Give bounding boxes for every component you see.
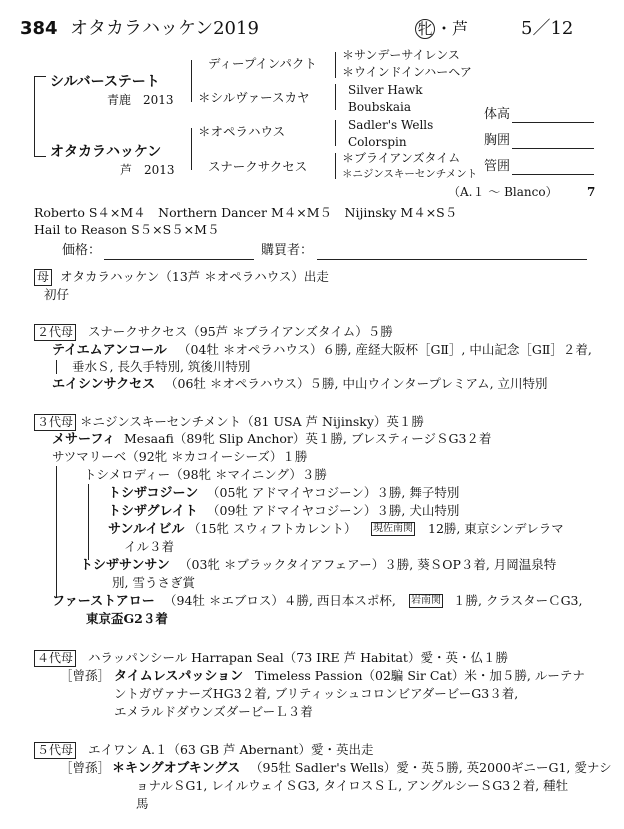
sire-color-year: 青鹿 2013 — [107, 93, 174, 107]
bracket-line — [191, 60, 192, 102]
gen5-badge: ５代母 — [34, 742, 76, 759]
gen3-row-name: サンルイビル — [108, 522, 185, 537]
sire-sire: ディープインパクト — [208, 56, 317, 71]
gen3-row-text: １勝, クラスターＣG3, — [453, 593, 583, 608]
bracket-line — [335, 153, 336, 179]
bracket-line — [88, 484, 89, 560]
price-field[interactable] — [104, 259, 254, 260]
gen3-row-name: トシザコジーン — [108, 486, 199, 501]
girth-label: 胸囲 — [484, 133, 511, 148]
dam-color-year: 芦 2013 — [120, 163, 175, 177]
gen3-row-text: （05牝 アドマイヤコジーン）３勝, 舞子特別 — [207, 485, 460, 500]
bracket-line — [335, 52, 336, 78]
dam-sire: ＊オペラハウス — [198, 124, 286, 139]
height-field[interactable] — [512, 122, 594, 123]
sire-dam: ＊シルヴァースカヤ — [198, 90, 310, 105]
gen3-row-text: トシメロディー（98牝 ＊マイニング）３勝 — [84, 467, 327, 482]
gen4-line: ハラッパンシール Harrapan Seal（73 IRE 芦 Habitat）愛・英・仏１勝 — [88, 650, 508, 665]
buyer-field[interactable] — [317, 259, 587, 260]
gen3-row-text: （09牡 アドマイヤコジーン）３勝, 犬山特別 — [207, 503, 460, 518]
gen3-badge: ３代母 — [34, 414, 76, 431]
bracket-line — [34, 76, 35, 156]
g3-ancestor: Colorspin — [348, 135, 407, 149]
gen2-row-name: テイエムアンコール — [52, 343, 167, 358]
gen3-row-name: メサーフィ — [52, 432, 116, 447]
g3-ancestor: ＊ウインドインハーヘア — [342, 65, 472, 79]
dam-dam: スナークサクセス — [208, 159, 308, 174]
gen4-row-text: Timeless Passion（02騙 Sir Cat）米・加５勝, ルーテナ — [255, 668, 585, 683]
gen4-badge: ４代母 — [34, 650, 76, 667]
gen3-row-cont: 東京盃G2３着 — [86, 611, 168, 626]
family-number: 7 — [587, 185, 596, 199]
gen3-row-text: （03牝 ＊ブラックタイアフェアー）３勝, 葵ＳOP３着, 月岡温泉特 — [179, 557, 557, 572]
height-label: 体高 — [484, 107, 511, 122]
g3-ancestor: ＊ブライアンズタイム — [342, 151, 461, 165]
gen4-tag: ［曾孫］ — [60, 668, 111, 683]
gen3-row-cont: イル３着 — [124, 539, 175, 554]
dam-note: 初仔 — [44, 287, 70, 302]
birth-date: 5／12 — [521, 18, 574, 39]
gen3-row-text: （15牝 スウィフトカレント） — [188, 521, 357, 536]
gen5-row-text: （95牡 Sadler's Wells）愛・英５勝, 英2000ギニーG1, 愛ナシ — [250, 760, 612, 775]
gen3-row-text: Mesaafi（89牝 Slip Anchor）英１勝, ブレスティージＳG3２着 — [124, 431, 492, 446]
g3-ancestor: ＊ニジンスキーセンチメント — [342, 168, 478, 180]
inbreeding-line: Hail to Reason S５×S５×M５ — [34, 222, 220, 237]
lot-number: 384 — [20, 18, 58, 39]
region-badges: 岩南関 — [411, 595, 441, 606]
gen2-badge: ２代母 — [34, 324, 76, 341]
gen2-row-text: （06牡 ＊オペラハウス）５勝, 中山ウインタープレミアム, 立川特別 — [165, 376, 548, 391]
cannon-label: 管囲 — [484, 159, 511, 174]
bracket-line — [191, 128, 192, 170]
cannon-field[interactable] — [512, 174, 594, 175]
girth-field[interactable] — [512, 148, 594, 149]
g3-ancestor: Sadler's Wells — [348, 118, 434, 132]
bracket-line — [34, 156, 46, 157]
dam-badge: 母 — [34, 269, 52, 286]
sire-name: シルバーステート — [50, 74, 160, 90]
inbreeding-line: Roberto S４×M４ Northern Dancer M４×M５ Nijinsky M４×S５ — [34, 205, 458, 220]
gen2-row-name: エイシンサクセス — [52, 377, 156, 392]
bracket-line — [335, 84, 336, 110]
dam-name: オタカラハッケン — [50, 144, 162, 160]
bracket-line — [56, 360, 57, 374]
gen2-row-text: （04牡 ＊オペラハウス）６勝, 産経大阪杯［GⅡ］, 中山記念［GⅡ］２着, — [178, 342, 592, 357]
gen3-row-text: サツマリーベ（92牝 ＊カコイーシーズ）１勝 — [52, 449, 308, 464]
sex-color: ・芦 — [436, 19, 469, 38]
region-badges: 現佐南関 — [373, 523, 413, 534]
gen5-tag: ［曾孫］ — [60, 760, 111, 775]
g3-ancestor: Silver Hawk — [348, 83, 423, 97]
bracket-line — [56, 466, 57, 598]
family-note: （A.１ ～ Blanco） — [448, 185, 558, 199]
horse-name: オタカラハッケン2019 — [70, 18, 259, 39]
gen5-row-cont: 馬 — [136, 796, 149, 811]
gen5-row-name: ＊キングオブキングス — [112, 761, 241, 776]
gen5-line: エイワン A.１（63 GB 芦 Abernant）愛・英出走 — [88, 742, 374, 757]
gen3-row-text: 12勝, 東京シンデレラマ — [428, 521, 564, 536]
g3-ancestor: Boubskaia — [348, 100, 412, 114]
bracket-line — [335, 120, 336, 146]
bracket-line — [34, 76, 46, 77]
gen3-row-name: ファーストアロー — [52, 594, 155, 609]
dam-line: オタカラハッケン（13芦 ＊オペラハウス）出走 — [60, 269, 329, 284]
gen5-row-cont: ョナルＳG1, レイルウェイＳG3, タイロスＳＬ, アングルシーＳG3２着, 種牡 — [136, 778, 569, 793]
gen3-row-text: （94牡 ＊エブロス）４勝, 西日本スポ杯, — [164, 593, 396, 608]
sex-badge: 牝 — [415, 19, 435, 39]
gen3-line: ＊ニジンスキーセンチメント（81 USA 芦 Nijinsky）英１勝 — [80, 414, 424, 429]
buyer-label: 購買者： — [261, 243, 314, 258]
gen3-row-name: トシザサンサン — [80, 558, 170, 573]
gen2-row-cont: 垂水Ｓ, 長久手特別, 筑後川特別 — [72, 359, 251, 374]
gen4-row-cont: ントガヴァナーズHG3２着, ブリティッシュコロンビアダービーG3３着, — [114, 686, 519, 701]
gen2-line: スナークサクセス（95芦 ＊ブライアンズタイム）５勝 — [88, 324, 393, 339]
gen4-row-name: タイムレスパッション — [114, 669, 244, 684]
price-label: 価格： — [62, 243, 102, 258]
gen3-row-cont: 別, 雪うさぎ賞 — [112, 575, 195, 590]
gen3-row-name: トシザグレイト — [108, 504, 198, 519]
gen4-row-cont: エメラルドダウンズダービーＬ３着 — [114, 704, 313, 719]
g3-ancestor: ＊サンデーサイレンス — [342, 48, 460, 62]
